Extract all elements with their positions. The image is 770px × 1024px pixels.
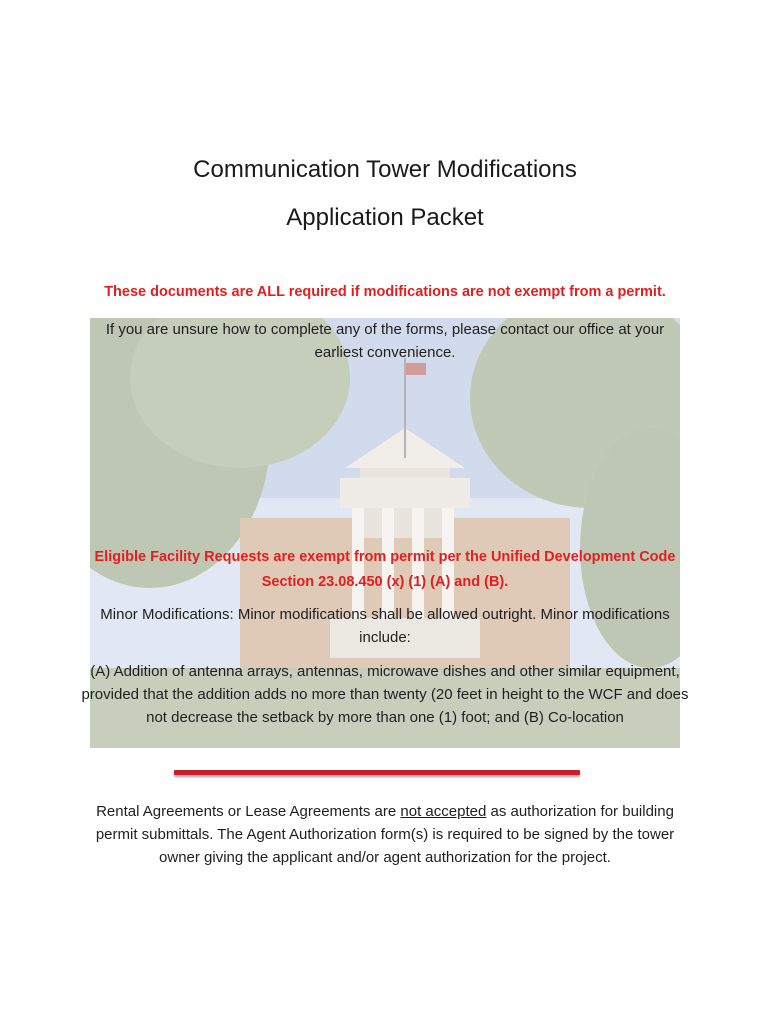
minor-modifications-text: Minor Modifications: Minor modifications shall be allowed outright. Minor modifications include: xyxy=(100,606,670,646)
eligible-facility-note: Eligible Facility Requests are exempt from permit per the Unified Development Code Section 23.08.450 (x) (1) (A) and (B). xyxy=(94,549,676,590)
document-title-line2: Application Packet xyxy=(286,204,484,231)
document-title-line1: Communication Tower Modifications xyxy=(193,156,577,183)
not-accepted-underlined: not accepted xyxy=(400,803,487,820)
rental-text-before: Rental Agreements or Lease Agreements are xyxy=(96,803,401,820)
section-divider xyxy=(174,770,580,775)
addition-text: (A) Addition of antenna arrays, antennas, microwave dishes and other similar equipment, provided that the addition adds no more than twenty (20 feet in height to the WCF and does not decrease the setback by more than one (1) foot; and (B) Co-location xyxy=(81,663,689,726)
contact-note: If you are unsure how to complete any of the forms, please contact our office at your earliest convenience. xyxy=(105,321,665,361)
rental-text-after: as authorization for building permit submittals. The Agent Authorization form(s) is required to be signed by the tower owner giving the applicant and/or agent authorization for the project. xyxy=(95,803,675,866)
rental-agreement-note xyxy=(80,800,690,869)
required-documents-warning: These documents are ALL required if modifications are not exempt from a permit. xyxy=(104,284,666,300)
